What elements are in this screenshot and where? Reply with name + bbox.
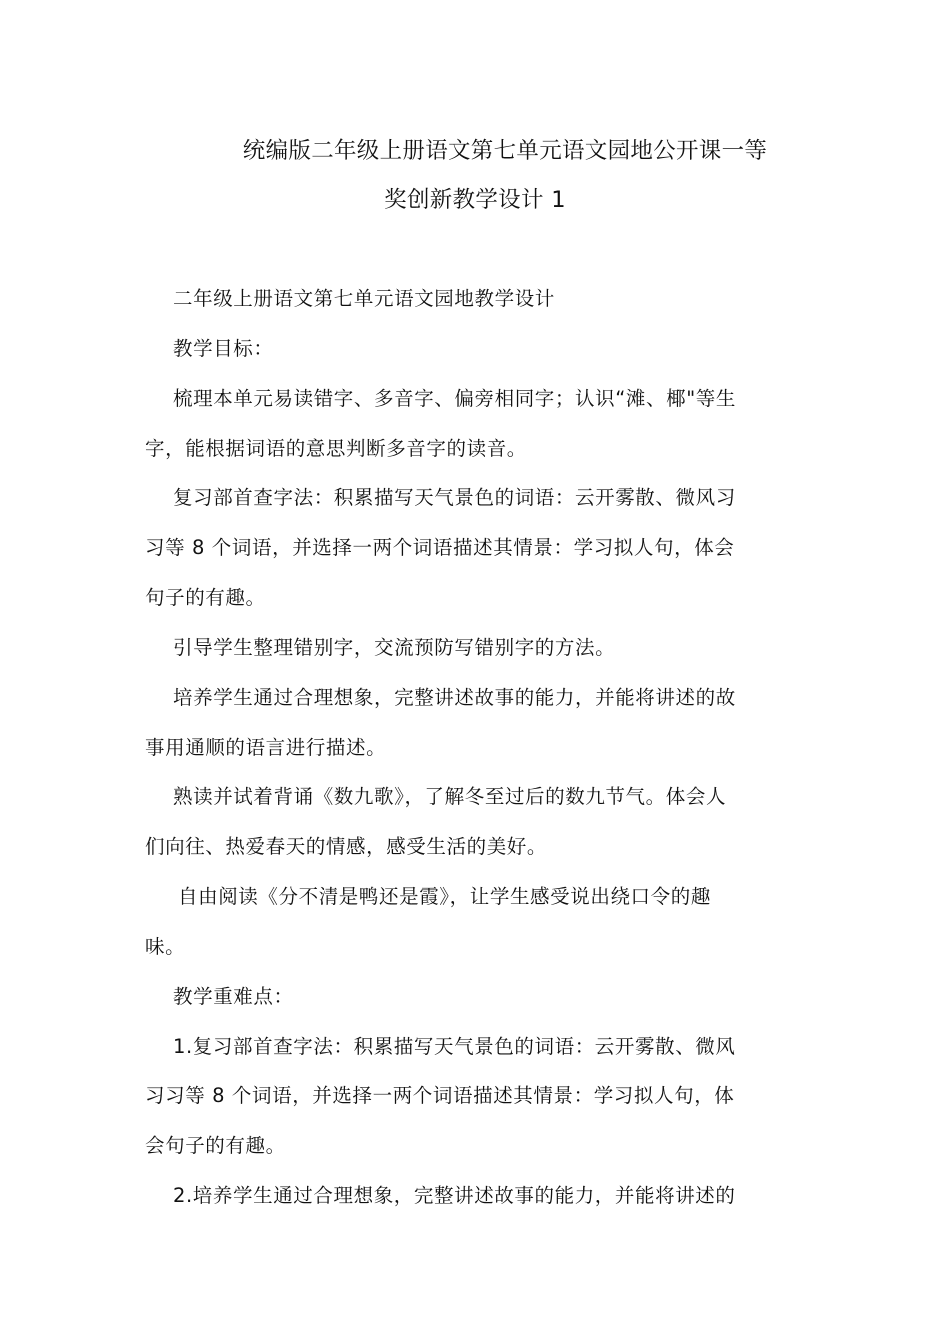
paragraph-line: 味。	[145, 935, 186, 958]
paragraph-line: 复习部首查字法：积累描写天气景色的词语：云开雾散、微风习	[173, 486, 736, 509]
paragraph-line: 事用通顺的语言进行描述。	[145, 736, 387, 759]
list-item-line: 会句子的有趣。	[145, 1134, 286, 1157]
section-heading-key-points: 教学重难点：	[173, 985, 294, 1008]
list-item-line: 1.复习部首查字法：积累描写天气景色的词语：云开雾散、微风	[173, 1035, 736, 1058]
paragraph-line: 们向往、热爱春天的情感，感受生活的美好。	[145, 835, 548, 858]
paragraph-line: 培养学生通过合理想象，完整讲述故事的能力，并能将讲述的故	[173, 686, 736, 709]
document-title-line-1: 统编版二年级上册语文第七单元语文园地公开课一等	[242, 138, 768, 164]
list-item-line: 习习等 8 个词语，并选择一两个词语描述其情景：学习拟人句，体	[145, 1084, 735, 1107]
paragraph-line: 字，能根据词语的意思判断多音字的读音。	[145, 437, 527, 460]
section-heading-objectives: 教学目标：	[173, 337, 274, 360]
subtitle: 二年级上册语文第七单元语文园地教学设计	[173, 287, 555, 310]
paragraph-line: 习等 8 个词语，并选择一两个词语描述其情景：学习拟人句，体会	[145, 536, 735, 559]
paragraph-line: 自由阅读《分不清是鸭还是霞》，让学生感受说出绕口令的趣	[178, 885, 711, 908]
list-item-line: 2.培养学生通过合理想象，完整讲述故事的能力，并能将讲述的	[173, 1184, 736, 1207]
paragraph-line: 熟读并试着背诵《数九歌》，了解冬至过后的数九节气。体会人	[173, 785, 727, 808]
document-title-line-2: 奖创新教学设计 1	[384, 187, 566, 213]
paragraph-line: 梳理本单元易读错字、多音字、偏旁相同字；认识“滩、椰"等生	[173, 387, 736, 410]
paragraph-line: 句子的有趣。	[145, 586, 266, 609]
paragraph-line: 引导学生整理错别字，交流预防写错别字的方法。	[173, 636, 616, 659]
